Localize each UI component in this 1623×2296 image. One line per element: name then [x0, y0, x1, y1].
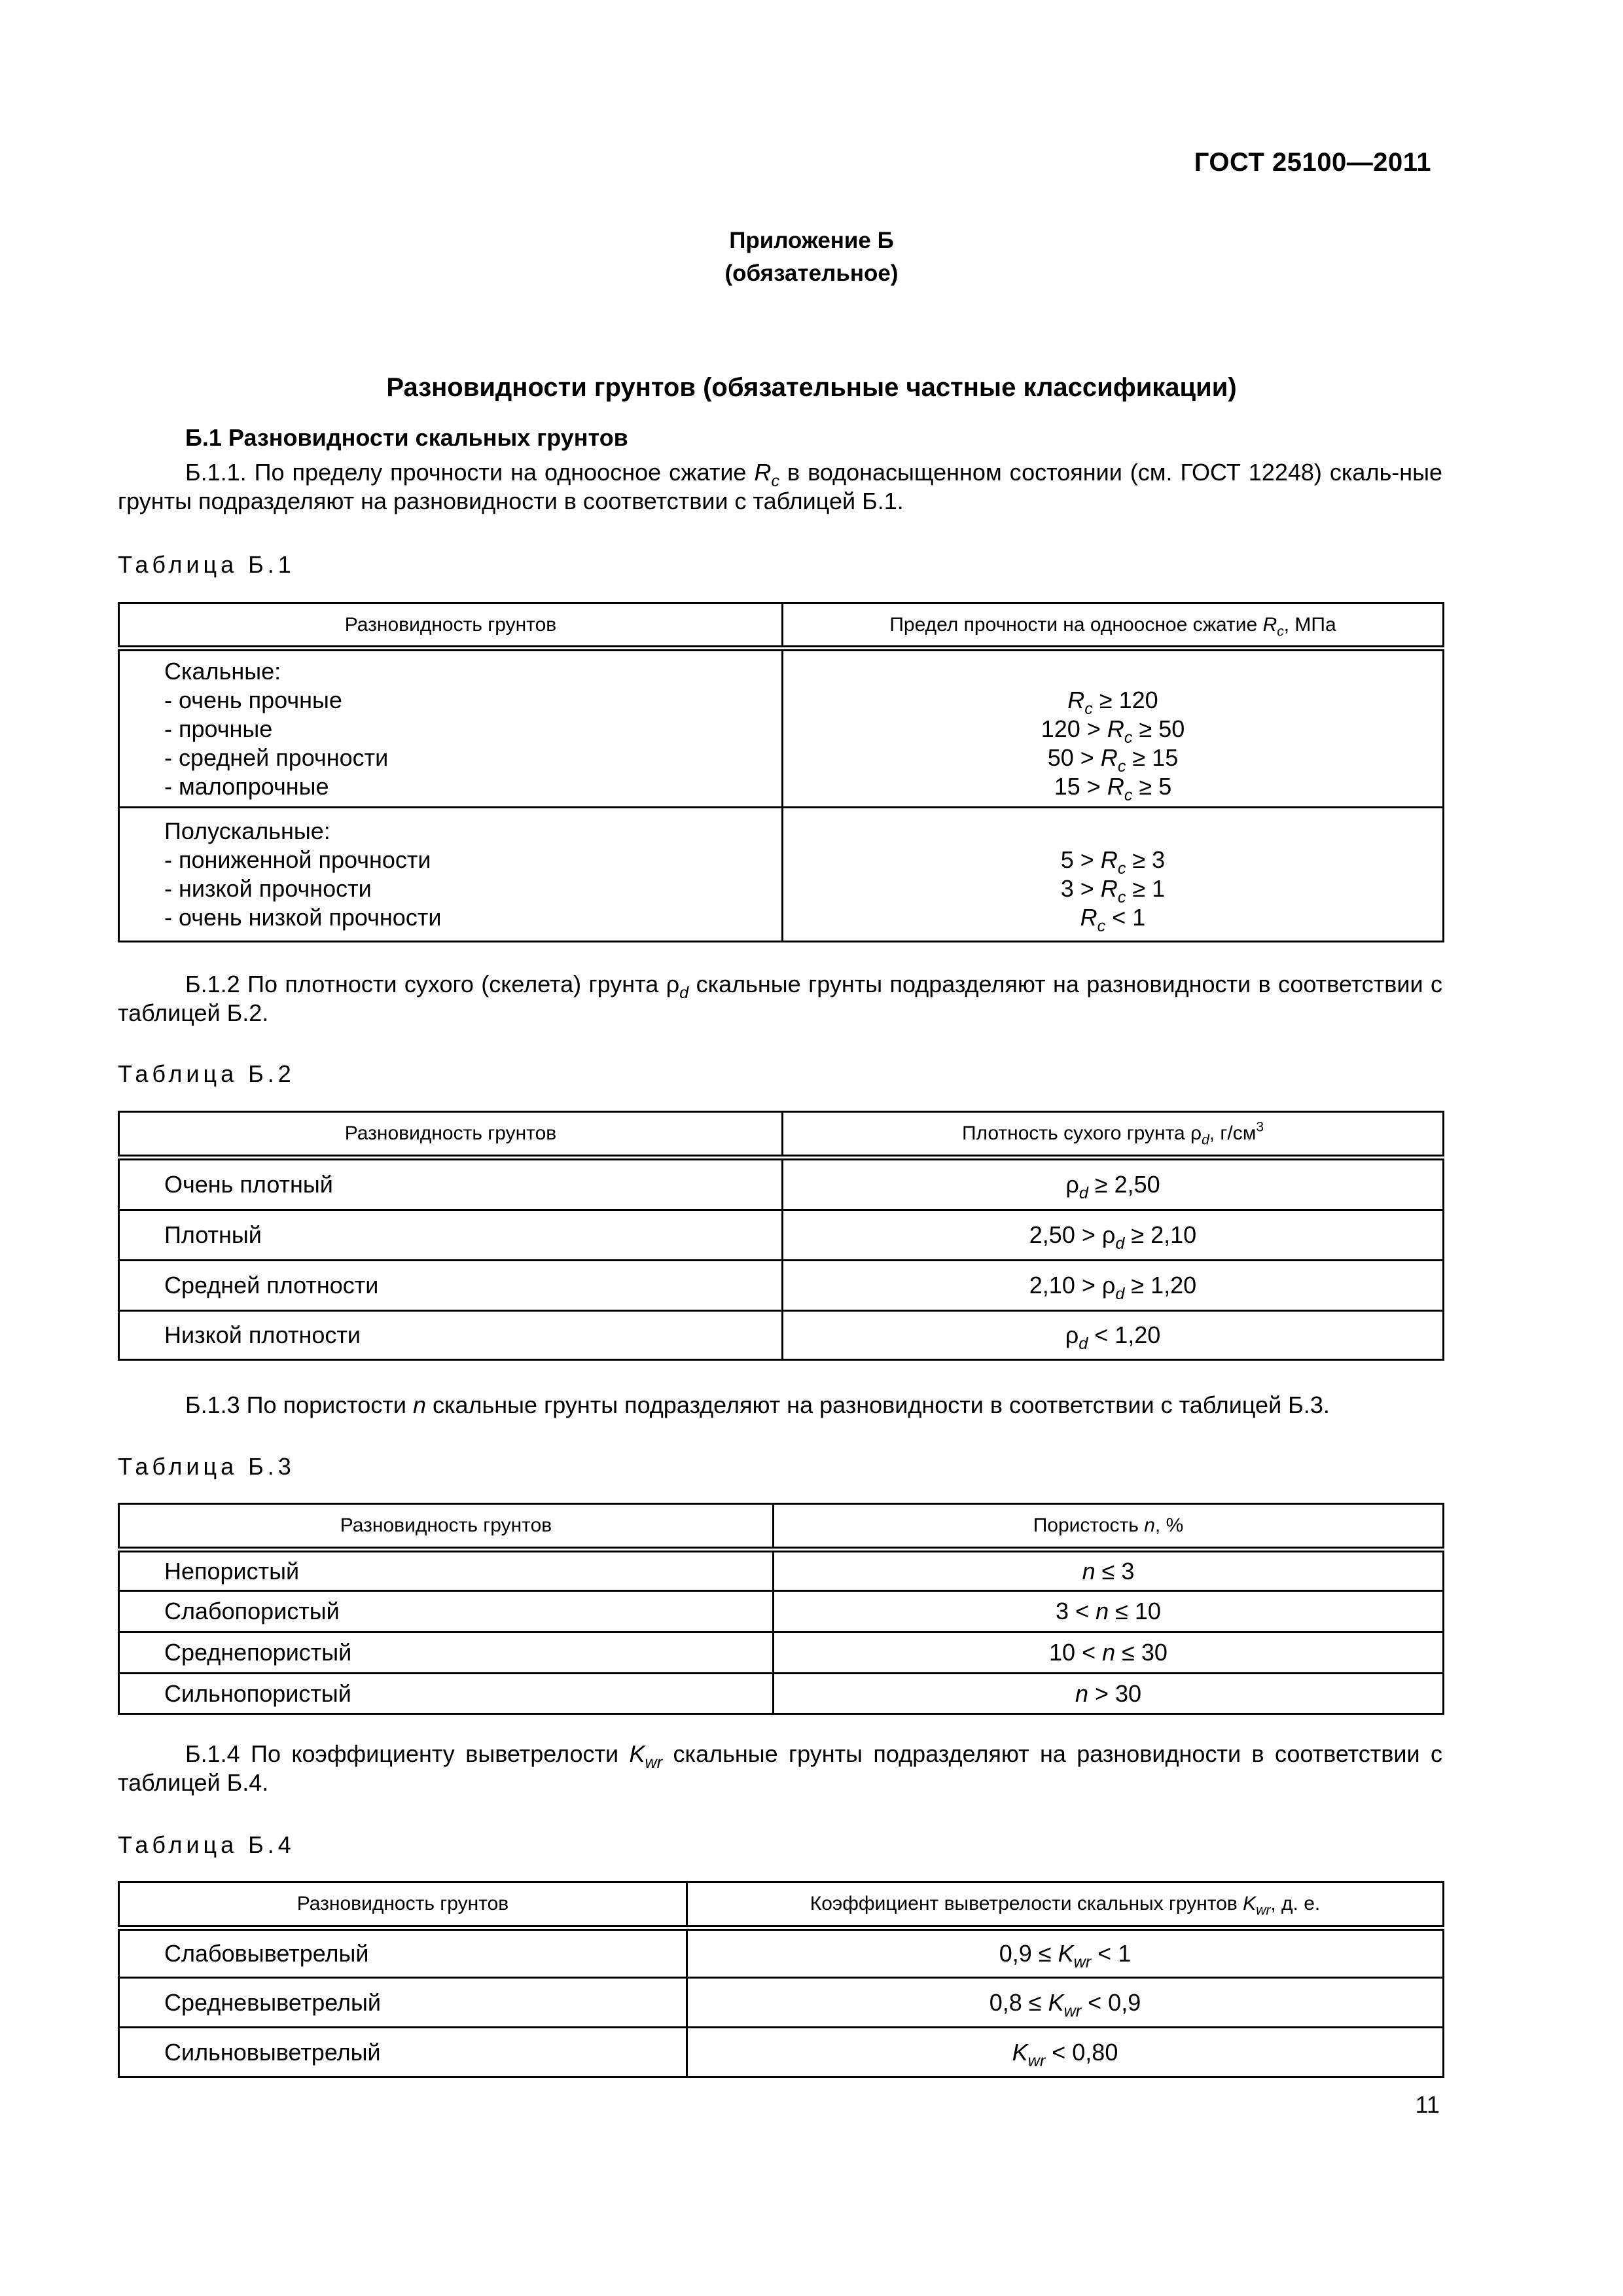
group-title: Полускальные: [164, 817, 330, 844]
appendix-heading [0, 224, 1623, 290]
table-row: Низкой плотности $\rho_d < 1,20$ [119, 1311, 1444, 1360]
table-b3 [118, 1503, 1444, 1715]
page-number: 11 [1415, 2091, 1440, 2118]
table-caption: Таблица Б.4 [118, 1831, 295, 1858]
table-caption: Таблица Б.1 [118, 551, 295, 578]
appendix-title: Приложение Б [729, 228, 894, 253]
table-row: Плотный $2,50 > \rho_d \ge 2,10$ [119, 1210, 1444, 1261]
table-row: Среднепористый 10 < n ≤ 30 [119, 1632, 1444, 1674]
table-row: Непористый n ≤ 3 [119, 1550, 1444, 1591]
column-header: Плотность сухого грунта $\rho_d$, $г/см^3$ [783, 1112, 1444, 1158]
table-row: Средней плотности $2,10 > \rho_d \ge 1,20$ [119, 1261, 1444, 1311]
value-cell: $5 > R_c \ge 3$ $3 > R_c \ge 1$ $R_c < 1$ [783, 808, 1444, 942]
column-header: Разновидность грунтов [119, 1882, 687, 1928]
table-row: Слабовыветрелый $0,9 \le K_{wr} < 1$ [119, 1928, 1444, 1978]
column-header: Разновидность грунтов [119, 1504, 774, 1550]
table-caption: Таблица Б.2 [118, 1060, 295, 1087]
table-b2 [118, 1111, 1444, 1361]
paragraph-b1-1: Б.1.1. По пределу прочности на одноосное сжатие $R_c$ в водонасыщенном состоянии (см. ГОСТ 12248) скаль-ные грунты подразделяют на разновидности в соответствии с таблицей Б.1. [118, 459, 1442, 514]
paragraph-b1-2: Б.1.2 По плотности сухого (скелета) грунта $\rho_d$ скальные грунты подразделяют на разновидности в соответствии с таблицей Б.2. [118, 971, 1442, 1026]
section-title: Б.1 Разновидности скальных грунтов [185, 424, 628, 451]
table-row: Очень плотный $\rho_d \ge 2,50$ [119, 1158, 1444, 1210]
standard-designation: ГОСТ 25100—2011 [1194, 148, 1431, 177]
table-row: Сильнопористый n > 30 [119, 1674, 1444, 1714]
column-header: Разновидность грунтов [119, 603, 783, 649]
group-cell: Полускальные: - пониженной прочности - низкой прочности - очень низкой прочности [119, 808, 783, 942]
table-row: Сильновыветрелый $K_{wr} < 0,80$ [119, 2028, 1444, 2077]
table-row [119, 649, 1444, 808]
table-b1 [118, 602, 1444, 942]
paragraph-b1-4: Б.1.4 По коэффициенту выветрелости $K_{wr}$ скальные грунты подразделяют на разновидности в соответствии с таблицей Б.4. [118, 1740, 1442, 1796]
appendix-status: (обязательное) [724, 260, 899, 286]
table-row: Средневыветрелый $0,8 \le K_{wr} < 0,9$ [119, 1978, 1444, 2028]
group-title: Скальные: [164, 657, 281, 685]
main-title: Разновидности грунтов (обязательные частные классификации) [386, 373, 1237, 402]
column-header: Разновидность грунтов [119, 1112, 783, 1158]
table-caption: Таблица Б.3 [118, 1453, 295, 1480]
column-header: Коэффициент выветрелости скальных грунтов $K_{wr}$, д. е. [687, 1882, 1444, 1928]
table-b4 [118, 1881, 1444, 2078]
value-cell: $R_c \ge 120$ $120 > R_c \ge 50$ $50 > R_c \ge 15$ $15 > R_c \ge 5$ [783, 649, 1444, 808]
column-header: Предел прочности на одноосное сжатие $R_c$, МПа [783, 603, 1444, 649]
column-header: Пористость n, % [774, 1504, 1444, 1550]
group-cell: Скальные: - очень прочные - прочные - средней прочности - малопрочные [119, 649, 783, 808]
table-row: Слабопористый 3 < n ≤ 10 [119, 1591, 1444, 1632]
paragraph-b1-3: Б.1.3 По пористости n скальные грунты подразделяют на разновидности в соответствии с таблицей Б.3. [185, 1391, 1330, 1418]
table-row [119, 808, 1444, 942]
